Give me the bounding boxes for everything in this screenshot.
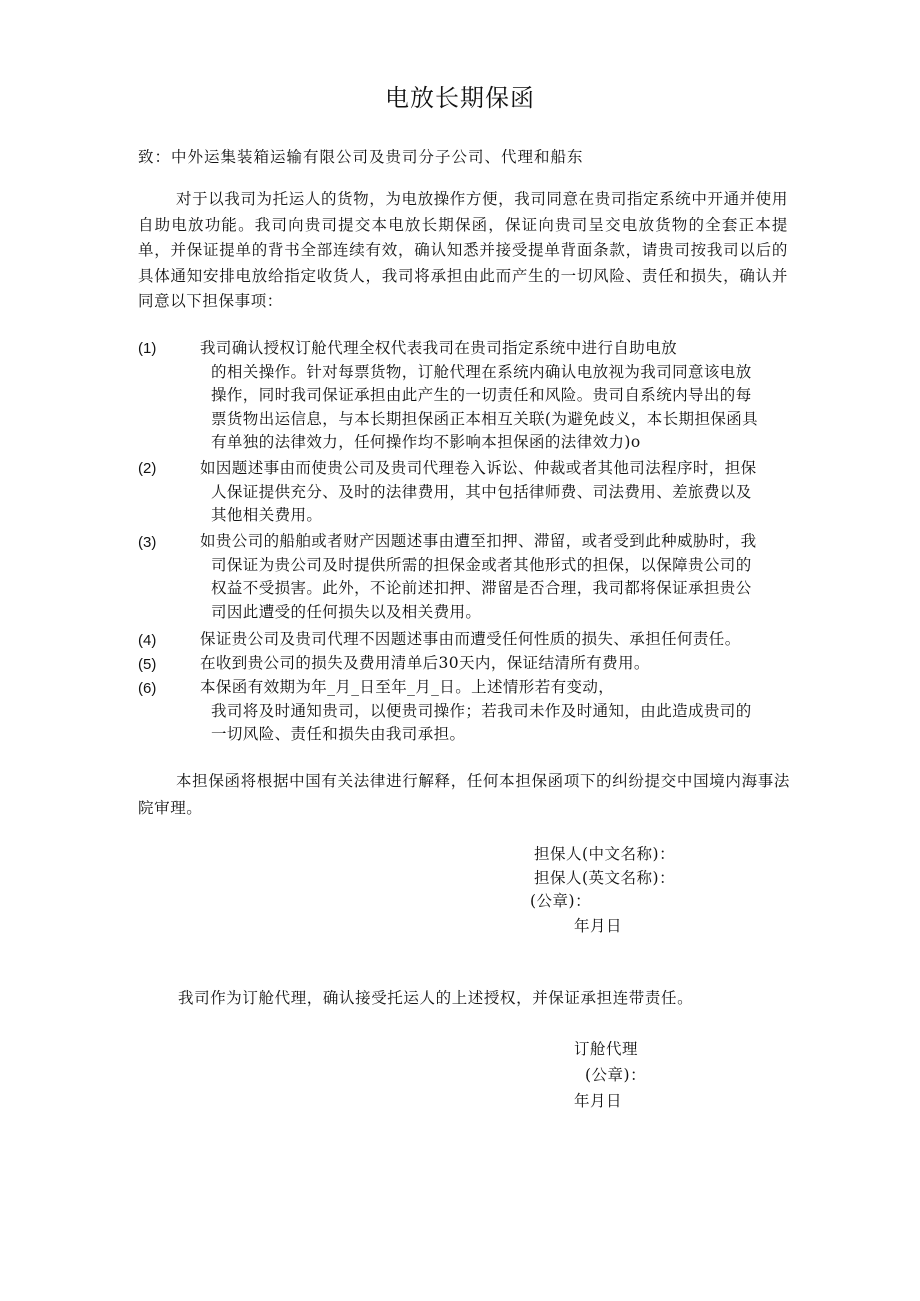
guarantor-en-name-label: 担保人(英文名称)： — [534, 869, 676, 887]
clause-line: 票货物出运信息，与本长期担保函正本相互关联(为避免歧义，本长期担保函具 — [211, 409, 759, 428]
document-title: 电放长期保函 — [385, 84, 535, 112]
guarantor-cn-name-label: 担保人(中文名称)： — [534, 845, 676, 863]
clause-item-1 — [200, 337, 790, 455]
clause-item-6 — [200, 676, 790, 747]
agent-label: 订舱代理 — [574, 1040, 639, 1058]
agent-seal-label: (公章)： — [585, 1066, 647, 1084]
item-number: (2) — [138, 460, 157, 477]
clause-line: 我司确认授权订舱代理全权代表我司在贵司指定系统中进行自助电放 — [200, 339, 678, 357]
clause-line: 操作，同时我司保证承担由此产生的一切责任和风险。贵司自系统内导出的每 — [211, 386, 752, 404]
clause-line: 本保函有效期为年_月_日至年_月_日。上述情形若有变动， — [200, 678, 615, 696]
clause-line: 一切风险、责任和损失由我司承担。 — [211, 725, 466, 743]
item-number: (1) — [138, 340, 157, 357]
guarantor-date-label: 年月日 — [574, 917, 623, 935]
agent-statement: 我司作为订舱代理，确认接受托运人的上述授权，并保证承担连带责任。 — [178, 989, 694, 1007]
clause-line: 司因此遭受的任何损失以及相关费用。 — [211, 602, 482, 621]
clause-item-2 — [200, 457, 790, 528]
closing-paragraph: 本担保函将根据中国有关法律进行解释，任何本担保函项下的纠纷提交中国境内海事法院审理。 — [138, 772, 790, 817]
item-number: (4) — [138, 632, 157, 649]
clause-line: 的相关操作。针对每票货物，订舱代理在系统内确认电放视为我司同意该电放 — [211, 362, 752, 381]
clause-line: 我司将及时通知贵司，以便贵司操作；若我司未作及时通知，由此造成贵司的 — [211, 701, 752, 720]
clause-item-5 — [200, 652, 790, 676]
item-number: (3) — [138, 534, 157, 551]
clause-item-3 — [200, 530, 790, 624]
clause-line: 如因题述事由而使贵公司及贵司代理卷入诉讼、仲裁或者其他司法程序时，担保 — [200, 459, 757, 477]
clause-line: 在收到贵公司的损失及费用清单后30天内，保证结清所有费用。 — [200, 654, 650, 672]
intro-paragraph: 对于以我司为托运人的货物，为电放操作方便，我司同意在贵司指定系统中开通并使用自助电放功能。我司向贵司提交本电放长期保函，保证向贵司呈交电放货物的全套正本提单，并保证提单的背书全部连续有效，确认知悉并接受提单背面条款，请贵司按我司以后的具体通知安排电放给指定收货人，我司将承担由此而产生的一切风险、责任和损失，确认并同意以下担保事项： — [138, 190, 788, 310]
item-number: (5) — [138, 656, 157, 673]
clause-line: 如贵公司的船舶或者财产因题述事由遭至扣押、滞留，或者受到此种威胁时，我 — [200, 532, 757, 550]
clause-item-4 — [200, 628, 790, 652]
clause-line: 其他相关费用。 — [211, 506, 323, 524]
clause-line: 司保证为贵公司及时提供所需的担保金或者其他形式的担保，以保障贵公司的 — [211, 555, 752, 574]
addressee: 致：中外运集装箱运输有限公司及贵司分子公司、代理和船东 — [138, 148, 584, 166]
agent-date-label: 年月日 — [574, 1092, 623, 1110]
guarantor-seal-label: (公章)： — [530, 892, 592, 910]
clause-line: 有单独的法律效力，任何操作均不影响本担保函的法律效力)o — [211, 433, 641, 451]
clause-line: 权益不受损害。此外，不论前述扣押、滞留是否合理，我司都将保证承担贵公 — [211, 579, 752, 597]
clause-line: 保证贵公司及贵司代理不因题述事由而遭受任何性质的损失、承担任何责任。 — [200, 630, 741, 648]
item-number: (6) — [138, 680, 157, 697]
clause-line: 人保证提供充分、及时的法律费用，其中包括律师费、司法费用、差旅费以及 — [211, 482, 752, 501]
